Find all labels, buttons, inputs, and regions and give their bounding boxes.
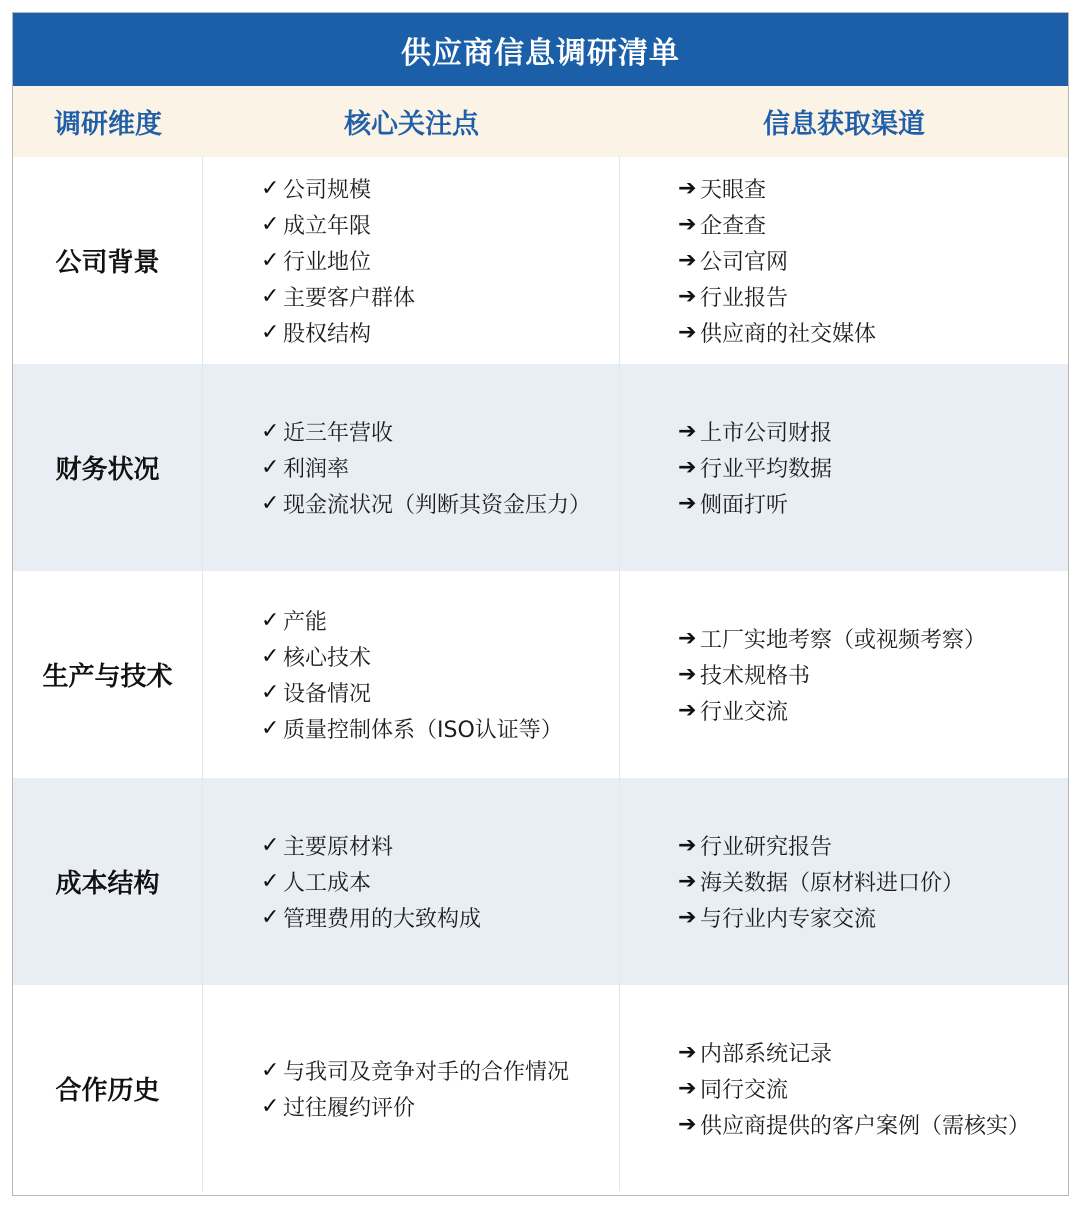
check-icon: ✓ [261, 905, 280, 930]
focus-item [261, 711, 619, 747]
arrow-right-icon: ➔ [678, 626, 697, 651]
check-icon: ✓ [261, 176, 280, 201]
focus-item [261, 900, 619, 936]
channel-cell [620, 571, 1068, 778]
dimension-cell: 合作历史 [13, 985, 203, 1191]
focus-item [261, 315, 619, 351]
focus-item [261, 450, 619, 486]
check-icon: ✓ [261, 716, 280, 741]
survey-table [12, 12, 1069, 1196]
focus-item [261, 171, 619, 207]
arrow-right-icon: ➔ [678, 869, 697, 894]
channel-item [678, 1070, 1068, 1106]
channel-item-text: 内部系统记录 [700, 1041, 833, 1067]
channel-item-text: 供应商的社交媒体 [700, 322, 877, 347]
arrow-right-icon: ➔ [678, 1039, 697, 1065]
channel-item [678, 171, 1068, 207]
focus-item [261, 603, 619, 639]
focus-item-text: 人工成本 [283, 871, 372, 896]
focus-item [261, 675, 619, 711]
channel-item-text: 行业报告 [700, 286, 789, 311]
focus-cell [203, 571, 620, 778]
channel-cell [620, 985, 1068, 1191]
table-row [13, 778, 1068, 985]
channel-item [678, 450, 1068, 486]
arrow-right-icon: ➔ [678, 320, 697, 345]
focus-item [261, 207, 619, 243]
dimension-cell: 成本结构 [13, 778, 203, 985]
focus-cell [203, 985, 620, 1191]
channel-item-text: 行业交流 [700, 700, 789, 725]
focus-item-text: 行业地位 [283, 250, 372, 275]
arrow-right-icon: ➔ [678, 1075, 697, 1101]
header-channel: 信息获取渠道 [763, 109, 925, 140]
focus-item-text: 公司规模 [283, 178, 372, 203]
dimension-cell: 生产与技术 [13, 571, 203, 778]
focus-cell [203, 778, 620, 985]
channel-cell [620, 364, 1068, 571]
channel-item [678, 621, 1068, 657]
check-icon: ✓ [261, 248, 280, 273]
arrow-right-icon: ➔ [678, 455, 697, 480]
channel-item-text: 与行业内专家交流 [700, 907, 877, 932]
dimension-cell: 公司背景 [13, 157, 203, 364]
channel-item [678, 279, 1068, 315]
arrow-right-icon: ➔ [678, 698, 697, 723]
arrow-right-icon: ➔ [678, 212, 697, 237]
arrow-right-icon: ➔ [678, 284, 697, 309]
focus-item [261, 1088, 619, 1124]
arrow-right-icon: ➔ [678, 1111, 697, 1137]
table-row [13, 364, 1068, 571]
channel-item-text: 行业研究报告 [700, 835, 833, 860]
arrow-right-icon: ➔ [678, 419, 697, 444]
channel-item-text: 公司官网 [700, 250, 789, 275]
focus-item [261, 639, 619, 675]
check-icon: ✓ [261, 320, 280, 345]
channel-item-text: 行业平均数据 [700, 457, 833, 482]
focus-cell [203, 157, 620, 364]
arrow-right-icon: ➔ [678, 176, 697, 201]
table-row [13, 985, 1068, 1191]
check-icon: ✓ [261, 869, 280, 894]
channel-item [678, 486, 1068, 522]
channel-item [678, 657, 1068, 693]
table-row [13, 571, 1068, 778]
header-focus: 核心关注点 [344, 109, 479, 140]
channel-item-text: 供应商提供的客户案例（需核实） [700, 1113, 1031, 1139]
channel-item [678, 828, 1068, 864]
arrow-right-icon: ➔ [678, 662, 697, 687]
focus-item [261, 864, 619, 900]
check-icon: ✓ [261, 644, 280, 669]
focus-item-text: 近三年营收 [283, 421, 394, 446]
channel-item [678, 693, 1068, 729]
channel-item-text: 上市公司财报 [700, 421, 833, 446]
focus-item-text: 核心技术 [283, 646, 372, 671]
check-icon: ✓ [261, 1057, 280, 1083]
check-icon: ✓ [261, 419, 280, 444]
check-icon: ✓ [261, 608, 280, 633]
arrow-right-icon: ➔ [678, 905, 697, 930]
check-icon: ✓ [261, 491, 280, 516]
arrow-right-icon: ➔ [678, 491, 697, 516]
channel-item-text: 技术规格书 [700, 664, 811, 689]
focus-item [261, 828, 619, 864]
table-row [13, 157, 1068, 364]
focus-cell [203, 364, 620, 571]
channel-item-text: 侧面打听 [700, 493, 789, 518]
check-icon: ✓ [261, 680, 280, 705]
channel-item-text: 工厂实地考察（或视频考察） [700, 628, 987, 653]
channel-item-text: 海关数据（原材料进口价） [700, 871, 965, 896]
check-icon: ✓ [261, 1093, 280, 1119]
focus-item-text: 成立年限 [283, 214, 372, 239]
check-icon: ✓ [261, 212, 280, 237]
focus-item-text: 产能 [283, 610, 328, 635]
channel-item [678, 207, 1068, 243]
header-row [13, 86, 1068, 157]
channel-item [678, 414, 1068, 450]
check-icon: ✓ [261, 455, 280, 480]
channel-item [678, 1106, 1068, 1142]
focus-item [261, 486, 619, 522]
arrow-right-icon: ➔ [678, 248, 697, 273]
channel-item [678, 315, 1068, 351]
check-icon: ✓ [261, 833, 280, 858]
focus-item [261, 1052, 619, 1088]
arrow-right-icon: ➔ [678, 833, 697, 858]
channel-item [678, 1034, 1068, 1070]
table-title: 供应商信息调研清单 [13, 13, 1068, 86]
focus-item-text: 过往履约评价 [283, 1095, 416, 1121]
focus-item-text: 股权结构 [283, 322, 372, 347]
channel-cell [620, 778, 1068, 985]
focus-item [261, 243, 619, 279]
channel-item-text: 企查查 [700, 214, 767, 239]
focus-item-text: 主要原材料 [283, 835, 394, 860]
focus-item-text: 管理费用的大致构成 [283, 907, 482, 932]
focus-item-text: 质量控制体系（ISO认证等） [283, 718, 563, 743]
channel-cell [620, 157, 1068, 364]
channel-item-text: 同行交流 [700, 1077, 789, 1103]
focus-item-text: 与我司及竞争对手的合作情况 [283, 1059, 570, 1085]
header-dimension: 调研维度 [54, 109, 162, 140]
channel-item-text: 天眼查 [700, 178, 767, 203]
focus-item [261, 279, 619, 315]
channel-item [678, 243, 1068, 279]
focus-item-text: 主要客户群体 [283, 286, 416, 311]
focus-item-text: 设备情况 [283, 682, 372, 707]
check-icon: ✓ [261, 284, 280, 309]
focus-item-text: 现金流状况（判断其资金压力） [283, 493, 592, 518]
focus-item-text: 利润率 [283, 457, 350, 482]
focus-item [261, 414, 619, 450]
table-body [13, 157, 1068, 1191]
channel-item [678, 900, 1068, 936]
channel-item [678, 864, 1068, 900]
dimension-cell: 财务状况 [13, 364, 203, 571]
